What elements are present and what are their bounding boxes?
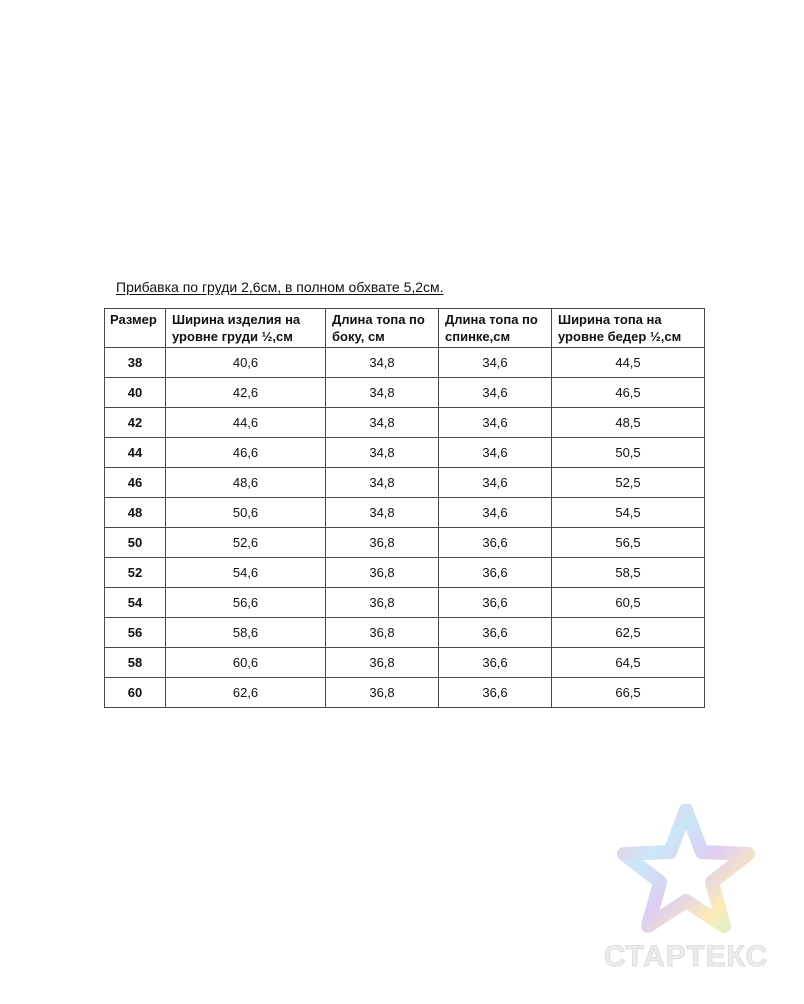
cell-side-length: 36,8 <box>326 588 439 618</box>
header-back-length: Длина топа по спинке,см <box>439 309 552 348</box>
table-row <box>105 528 705 558</box>
cell-hip-width: 54,5 <box>552 498 705 528</box>
cell-side-length: 36,8 <box>326 678 439 708</box>
cell-side-length: 36,8 <box>326 528 439 558</box>
cell-size: 52 <box>105 558 166 588</box>
cell-chest-width: 60,6 <box>166 648 326 678</box>
table-row <box>105 378 705 408</box>
table-row <box>105 408 705 438</box>
cell-back-length: 34,6 <box>439 468 552 498</box>
cell-back-length: 36,6 <box>439 678 552 708</box>
cell-chest-width: 46,6 <box>166 438 326 468</box>
cell-hip-width: 52,5 <box>552 468 705 498</box>
cell-chest-width: 62,6 <box>166 678 326 708</box>
cell-hip-width: 58,5 <box>552 558 705 588</box>
watermark-text: СТАРТЕКС <box>603 940 769 973</box>
cell-size: 46 <box>105 468 166 498</box>
cell-back-length: 34,6 <box>439 498 552 528</box>
cell-hip-width: 56,5 <box>552 528 705 558</box>
cell-size: 48 <box>105 498 166 528</box>
cell-chest-width: 48,6 <box>166 468 326 498</box>
cell-size: 38 <box>105 348 166 378</box>
cell-size: 50 <box>105 528 166 558</box>
cell-back-length: 34,6 <box>439 438 552 468</box>
cell-hip-width: 60,5 <box>552 588 705 618</box>
cell-size: 54 <box>105 588 166 618</box>
cell-side-length: 34,8 <box>326 408 439 438</box>
cell-back-length: 36,6 <box>439 558 552 588</box>
cell-size: 42 <box>105 408 166 438</box>
table-row <box>105 438 705 468</box>
cell-hip-width: 62,5 <box>552 618 705 648</box>
watermark <box>586 804 786 984</box>
cell-chest-width: 58,6 <box>166 618 326 648</box>
cell-back-length: 36,6 <box>439 648 552 678</box>
cell-side-length: 34,8 <box>326 348 439 378</box>
cell-back-length: 34,6 <box>439 348 552 378</box>
table-row <box>105 588 705 618</box>
header-hip-width: Ширина топа на уровне бедер ½,см <box>552 309 705 348</box>
cell-hip-width: 46,5 <box>552 378 705 408</box>
cell-chest-width: 56,6 <box>166 588 326 618</box>
allowance-note: Прибавка по груди 2,6см, в полном обхвате 5,2см. <box>116 279 444 295</box>
cell-side-length: 34,8 <box>326 468 439 498</box>
table-row <box>105 648 705 678</box>
size-table <box>104 308 705 708</box>
header-side-length: Длина топа по боку, см <box>326 309 439 348</box>
cell-size: 58 <box>105 648 166 678</box>
table-row <box>105 618 705 648</box>
table-row <box>105 498 705 528</box>
cell-size: 60 <box>105 678 166 708</box>
header-size: Размер <box>105 309 166 348</box>
cell-back-length: 36,6 <box>439 588 552 618</box>
cell-hip-width: 64,5 <box>552 648 705 678</box>
cell-chest-width: 52,6 <box>166 528 326 558</box>
cell-chest-width: 50,6 <box>166 498 326 528</box>
table-row <box>105 348 705 378</box>
cell-hip-width: 66,5 <box>552 678 705 708</box>
table-body <box>105 348 705 708</box>
table-row <box>105 678 705 708</box>
cell-side-length: 36,8 <box>326 558 439 588</box>
cell-hip-width: 44,5 <box>552 348 705 378</box>
cell-size: 44 <box>105 438 166 468</box>
cell-size: 56 <box>105 618 166 648</box>
star-logo-icon <box>616 804 756 934</box>
cell-side-length: 34,8 <box>326 498 439 528</box>
cell-hip-width: 50,5 <box>552 438 705 468</box>
cell-side-length: 34,8 <box>326 378 439 408</box>
cell-back-length: 34,6 <box>439 378 552 408</box>
cell-chest-width: 54,6 <box>166 558 326 588</box>
table-header-row <box>105 309 705 348</box>
cell-back-length: 36,6 <box>439 618 552 648</box>
cell-hip-width: 48,5 <box>552 408 705 438</box>
cell-back-length: 36,6 <box>439 528 552 558</box>
cell-chest-width: 40,6 <box>166 348 326 378</box>
cell-side-length: 36,8 <box>326 648 439 678</box>
header-chest-width: Ширина изделия на уровне груди ½,см <box>166 309 326 348</box>
cell-size: 40 <box>105 378 166 408</box>
cell-chest-width: 44,6 <box>166 408 326 438</box>
cell-side-length: 36,8 <box>326 618 439 648</box>
table-row <box>105 468 705 498</box>
cell-side-length: 34,8 <box>326 438 439 468</box>
table-row <box>105 558 705 588</box>
cell-back-length: 34,6 <box>439 408 552 438</box>
cell-chest-width: 42,6 <box>166 378 326 408</box>
